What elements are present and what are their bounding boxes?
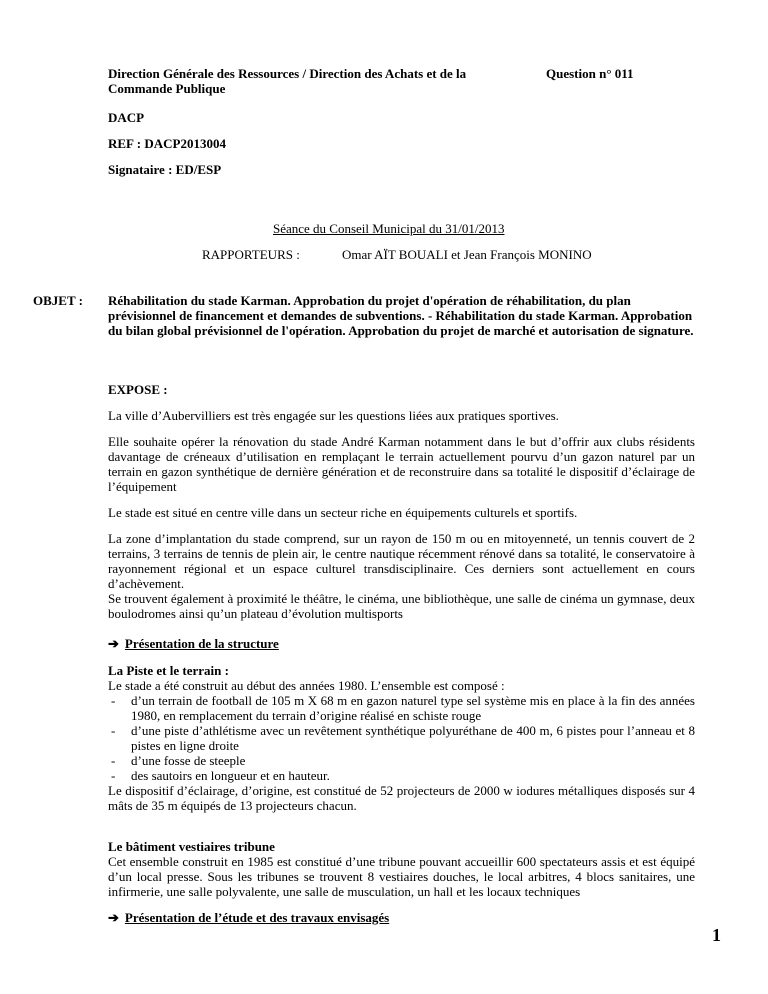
piste-heading: La Piste et le terrain : — [108, 663, 229, 678]
etude-heading-text: Présentation de l’étude et des travaux envisagés — [124, 910, 390, 925]
expose-paragraph-2: Elle souhaite opérer la rénovation du stade André Karman notamment dans le but d’offrir aux clubs résidents davantage de créneaux d’utilisation en remplaçant le terrain actuellement pourvu d’un gazon naturel par un terrain en gazon synthétique de dernière génération et de reconstruire dans sa totalité le dispositif d’éclairage de l’équipement — [108, 434, 695, 494]
objet-text: Réhabilitation du stade Karman. Approbation du projet d'opération de réhabilitation, du plan prévisionnel de financement et demandes de subventions. - Réhabilitation du stade Karman. Approbation du bilan global prévisionnel de l'opération. Approbation du projet de marché et autorisation de signature. — [108, 293, 694, 338]
list-item-text: d’une piste d’athlétisme avec un revêtement synthétique polyuréthane de 400 m, 6 pistes pour l’anneau et 8 pistes en ligne droite — [131, 723, 695, 753]
page-number: 1 — [712, 925, 721, 945]
objet-label: OBJET : — [33, 293, 83, 308]
batiment-heading: Le bâtiment vestiaires tribune — [108, 839, 275, 854]
expose-paragraph-5: Se trouvent également à proximité le théâtre, le cinéma, une bibliothèque, une salle de cinéma un gymnase, deux boulodromes ainsi qu’un plateau d’évolution multisports — [108, 591, 695, 621]
etude-heading — [108, 910, 695, 925]
list-item — [108, 768, 695, 783]
structure-heading — [108, 636, 695, 651]
list-dash: - — [111, 753, 116, 768]
structure-heading-text: Présentation de la structure — [124, 636, 279, 651]
list-dash: - — [111, 768, 116, 783]
list-item — [108, 693, 695, 723]
batiment-paragraph: Cet ensemble construit en 1985 est constitué d’une tribune pouvant accueillir 600 spectateurs assis et est équipé d’un local presse. Sous les tribunes se trouvent 8 vestiaires douches, le local arbitres, 4 blocs sanitaires, une infirmerie, une salle polyvalente, une salle de musculation, un hall et les locaux techniques — [108, 854, 695, 899]
expose-paragraph-3: Le stade est situé en centre ville dans un secteur riche en équipements culturels et sportifs. — [108, 505, 578, 520]
expose-paragraph-1: La ville d’Aubervilliers est très engagée sur les questions liées aux pratiques sportives. — [108, 408, 559, 423]
question-number: Question n° 011 — [546, 66, 634, 81]
signataire: Signataire : ED/ESP — [108, 162, 222, 177]
list-item — [108, 753, 695, 768]
rapporteurs-label: RAPPORTEURS : — [202, 247, 300, 262]
service-code: DACP — [108, 110, 145, 125]
expose-heading: EXPOSE : — [108, 382, 168, 397]
reference: REF : DACP2013004 — [108, 136, 226, 151]
rapporteurs-names: Omar AÏT BOUALI et Jean François MONINO — [342, 247, 592, 262]
list-item — [108, 723, 695, 753]
eclairage-paragraph: Le dispositif d’éclairage, d’origine, est constitué de 52 projecteurs de 2000 w iodures métalliques disposés sur 4 mâts de 35 m équipés de 13 projecteurs chacun. — [108, 783, 695, 813]
body-column — [108, 382, 695, 925]
arrow-right-icon: ➔ — [108, 910, 119, 925]
direction-header: Direction Générale des Ressources / Direction des Achats et de la Commande Publique — [108, 66, 467, 96]
list-dash: - — [111, 693, 116, 708]
arrow-right-icon: ➔ — [108, 636, 119, 651]
list-item-text: d’un terrain de football de 105 m X 68 m en gazon naturel type sel système mis en place à la fin des années 1980, en remplacement du terrain d’origine réalisé en schiste rouge — [131, 693, 695, 723]
list-item-text: d’une fosse de steeple — [131, 753, 246, 768]
piste-intro: Le stade a été construit au début des années 1980. L’ensemble est composé : — [108, 678, 505, 693]
expose-paragraph-4: La zone d’implantation du stade comprend, sur un rayon de 150 m ou en mitoyenneté, un tennis couvert de 2 terrains, 3 terrains de tennis de plein air, le centre nautique récemment rénové dans sa totalité, le conservatoire à rayonnement régional et un espace culturel transdisciplinaire. Ces derniers sont actuellement en cours d’achèvement. — [108, 531, 695, 591]
seance-title: Séance du Conseil Municipal du 31/01/2013 — [273, 221, 505, 236]
list-item-text: des sautoirs en longueur et en hauteur. — [131, 768, 330, 783]
list-dash: - — [111, 723, 116, 738]
